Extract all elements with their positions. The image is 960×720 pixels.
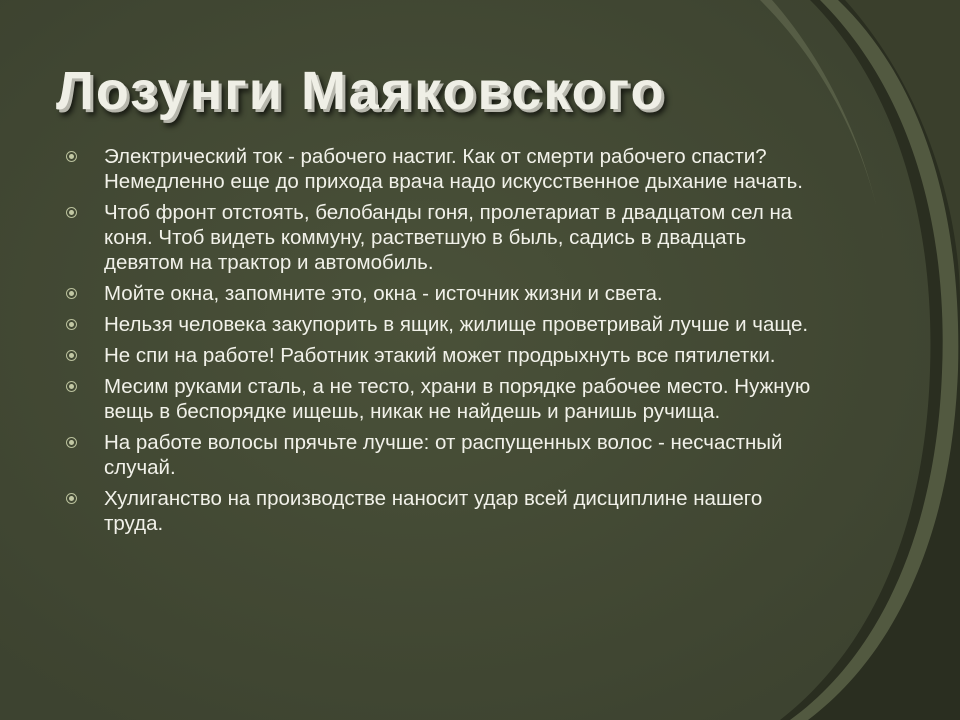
- bullet-text: Хулиганство на производстве наносит удар всей дисциплине нашего труда.: [104, 487, 763, 535]
- circle-bullet-icon: [66, 493, 77, 504]
- slide-title: Лозунги Маяковского: [56, 61, 666, 121]
- circle-bullet-icon: [66, 350, 77, 361]
- bullet-item: [66, 486, 826, 536]
- bullet-text: Чтоб фронт отстоять, белобанды гоня, пролетариат в двадцатом сел на коня. Чтоб видеть коммуну, растветшую в быль, садись в двадцать девятом на трактор и автомобиль.: [104, 201, 793, 274]
- bullet-item: [66, 144, 826, 194]
- bullet-item: [66, 430, 826, 480]
- bullet-item: [66, 374, 826, 424]
- bullet-text: Электрический ток - рабочего настиг. Как от смерти рабочего спасти? Немедленно еще до прихода врача надо искусственное дыхание начать.: [104, 145, 803, 193]
- circle-bullet-icon: [66, 207, 77, 218]
- bullet-text: Нельзя человека закупорить в ящик, жилище проветривай лучше и чаще.: [104, 313, 809, 336]
- circle-bullet-icon: [66, 319, 77, 330]
- bullet-text: Месим руками сталь, а не тесто, храни в порядке рабочее место. Нужную вещь в беспорядке ищешь, никак не найдешь и ранишь ручища.: [104, 375, 811, 423]
- circle-bullet-icon: [66, 381, 77, 392]
- bullet-text: Мойте окна, запомните это, окна - источник жизни и света.: [104, 282, 663, 305]
- circle-bullet-icon: [66, 151, 77, 162]
- bullet-text: Не спи на работе! Работник этакий может продрыхнуть все пятилетки.: [104, 344, 776, 367]
- bullet-item: [66, 200, 826, 275]
- bullet-item: [66, 312, 826, 337]
- bullet-item: [66, 281, 826, 306]
- circle-bullet-icon: [66, 288, 77, 299]
- circle-bullet-icon: [66, 437, 77, 448]
- bullet-list: [66, 144, 826, 542]
- bullet-item: [66, 343, 826, 368]
- bullet-text: На работе волосы прячьте лучше: от распущенных волос - несчастный случай.: [104, 431, 783, 479]
